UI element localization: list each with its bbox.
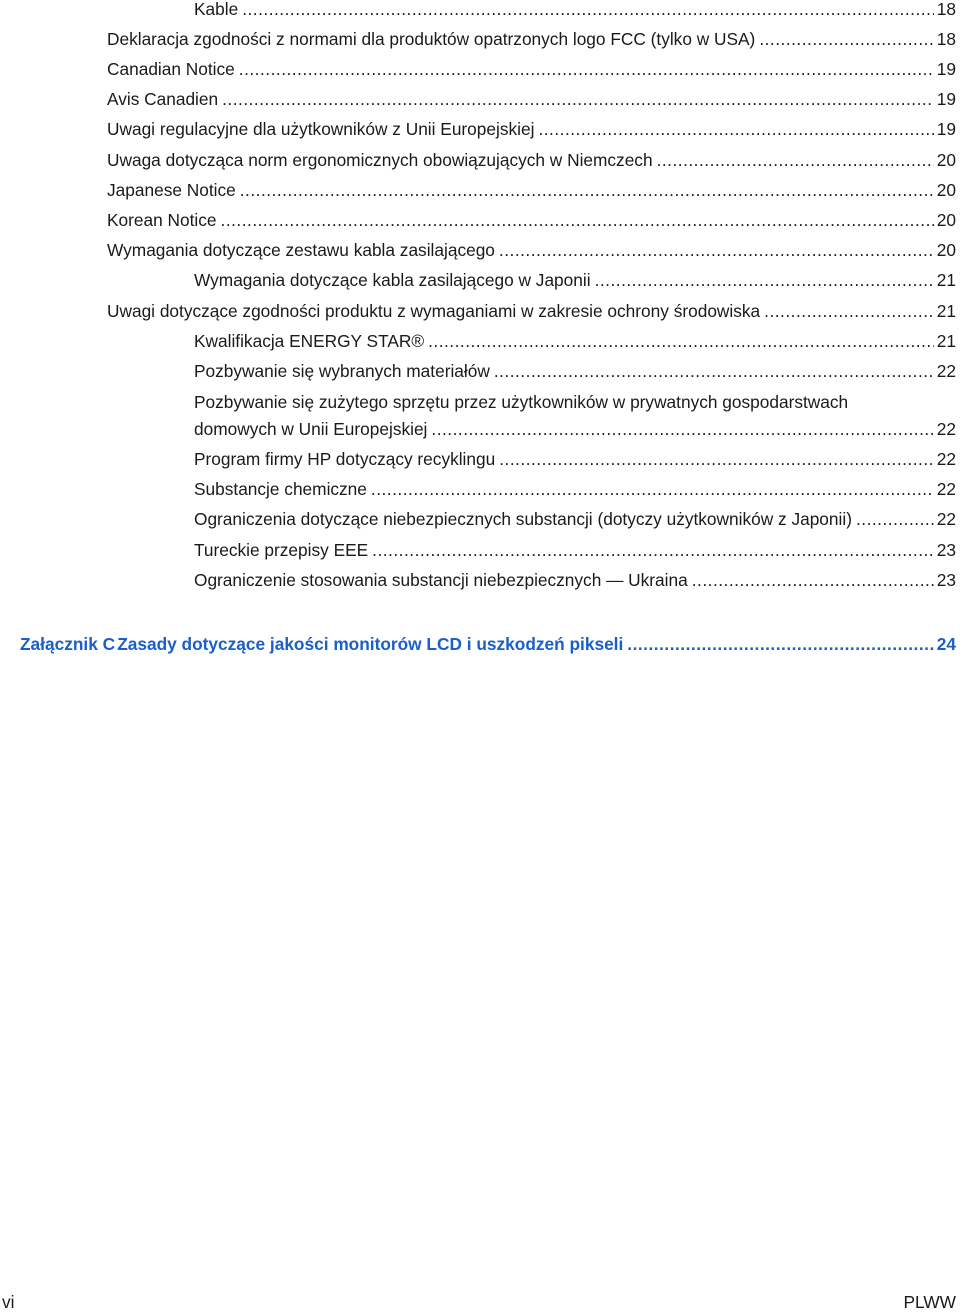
toc-entry-page: 20 — [936, 240, 956, 260]
toc-entry-title: Program firmy HP dotyczący recyklingu — [194, 449, 496, 469]
toc-entry-title-line1: Pozbywanie się zużytego sprzętu przez użytkowników w prywatnych gospodarstwach — [194, 392, 849, 412]
toc-leader-dots — [221, 209, 934, 231]
toc-entry-title: Canadian Notice — [107, 59, 235, 79]
toc-appendix-entry[interactable] — [20, 633, 956, 655]
toc-leader-dots — [494, 360, 934, 382]
toc-entry-title: Ograniczenie stosowania substancji niebezpiecznych — Ukraina — [194, 570, 688, 590]
toc-entry-title: Wymagania dotyczące kabla zasilającego w Japonii — [194, 270, 591, 290]
toc-entry-page: 21 — [936, 270, 956, 290]
toc-entry[interactable] — [194, 569, 956, 591]
toc-leader-dots — [431, 418, 933, 440]
toc-entry-page: 21 — [936, 331, 956, 351]
footer-doc-code: PLWW — [903, 1292, 956, 1312]
toc-entry[interactable] — [107, 209, 956, 231]
toc-entry-title: Wymagania dotyczące zestawu kabla zasilającego — [107, 240, 495, 260]
toc-entry[interactable] — [107, 149, 956, 171]
toc-entry[interactable] — [107, 88, 956, 110]
toc-leader-dots — [538, 118, 933, 140]
toc-leader-dots — [371, 478, 934, 500]
toc-entry[interactable] — [194, 508, 956, 530]
toc-entry[interactable] — [194, 391, 956, 440]
appendix-page: 24 — [936, 634, 956, 654]
toc-leader-dots — [372, 539, 934, 561]
toc-entry-title: Deklaracja zgodności z normami dla produktów opatrzonych logo FCC (tylko w USA) — [107, 29, 756, 49]
toc-entry-title: Uwagi dotyczące zgodności produktu z wymaganiami w zakresie ochrony środowiska — [107, 301, 761, 321]
toc-leader-dots — [239, 58, 934, 80]
toc-leader-dots — [764, 300, 934, 322]
toc-entry-title: Japanese Notice — [107, 180, 236, 200]
toc-entry-page: 19 — [936, 59, 956, 79]
toc-entry-page: 18 — [936, 29, 956, 49]
toc-entry-title: Uwagi regulacyjne dla użytkowników z Unii Europejskiej — [107, 119, 535, 139]
toc-entry[interactable] — [194, 0, 956, 20]
toc-leader-dots — [499, 448, 934, 470]
toc-entry-title: Avis Canadien — [107, 89, 219, 109]
toc-entry-page: 22 — [936, 449, 956, 469]
toc-entry-title: Ograniczenia dotyczące niebezpiecznych substancji (dotyczy użytkowników z Japonii) — [194, 509, 852, 529]
toc-entry[interactable] — [194, 448, 956, 470]
toc-entry-page: 23 — [936, 540, 956, 560]
appendix-label: Załącznik C — [20, 634, 116, 654]
toc-leader-dots — [595, 269, 934, 291]
toc-entry[interactable] — [107, 300, 956, 322]
toc-entry-title: Kwalifikacja ENERGY STAR® — [194, 331, 425, 351]
toc-entry-page: 22 — [936, 509, 956, 529]
toc-entry-page: 20 — [936, 210, 956, 230]
toc-entry-title: Pozbywanie się wybranych materiałów — [194, 361, 490, 381]
toc-leader-dots — [627, 633, 934, 655]
toc-entry[interactable] — [107, 58, 956, 80]
toc-entry-page: 20 — [936, 150, 956, 170]
toc-entry-title-line2: domowych w Unii Europejskiej — [194, 419, 428, 439]
toc-entry-title: Korean Notice — [107, 210, 217, 230]
toc-entry[interactable] — [107, 239, 956, 261]
toc-leader-dots — [240, 179, 934, 201]
toc-leader-dots — [242, 0, 934, 20]
toc-leader-dots — [222, 88, 934, 110]
toc-entry[interactable] — [194, 330, 956, 352]
toc-entry-page: 22 — [936, 479, 956, 499]
toc-entry[interactable] — [107, 118, 956, 140]
toc-entry-page: 19 — [936, 89, 956, 109]
toc-entry-title: Uwaga dotycząca norm ergonomicznych obowiązujących w Niemczech — [107, 150, 653, 170]
toc-entry-page: 20 — [936, 180, 956, 200]
toc-entry[interactable] — [194, 360, 956, 382]
toc-entry[interactable] — [194, 539, 956, 561]
toc-entry-page: 18 — [936, 0, 956, 19]
toc-entry[interactable] — [107, 179, 956, 201]
toc-entry[interactable] — [194, 478, 956, 500]
toc-entry-title: Substancje chemiczne — [194, 479, 367, 499]
toc-entry[interactable] — [107, 28, 956, 50]
toc-entry-page: 23 — [936, 570, 956, 590]
toc-entry-page: 21 — [936, 301, 956, 321]
toc-leader-dots — [657, 149, 934, 171]
toc-leader-dots — [499, 239, 934, 261]
toc-leader-dots — [856, 508, 934, 530]
toc-entry-page: 19 — [936, 119, 956, 139]
toc-leader-dots — [759, 28, 933, 50]
toc-entry-title: Kable — [194, 0, 239, 19]
toc-leader-dots — [428, 330, 934, 352]
toc-leader-dots — [692, 569, 934, 591]
toc-entry-page: 22 — [936, 361, 956, 381]
appendix-title: Zasady dotyczące jakości monitorów LCD i uszkodzeń pikseli — [117, 634, 624, 654]
toc-entry-page: 22 — [936, 419, 956, 439]
toc-entry-title: Tureckie przepisy EEE — [194, 540, 369, 560]
toc-entry-line2 — [194, 418, 956, 440]
toc-entry[interactable] — [194, 269, 956, 291]
footer-page-number: vi — [2, 1292, 15, 1312]
